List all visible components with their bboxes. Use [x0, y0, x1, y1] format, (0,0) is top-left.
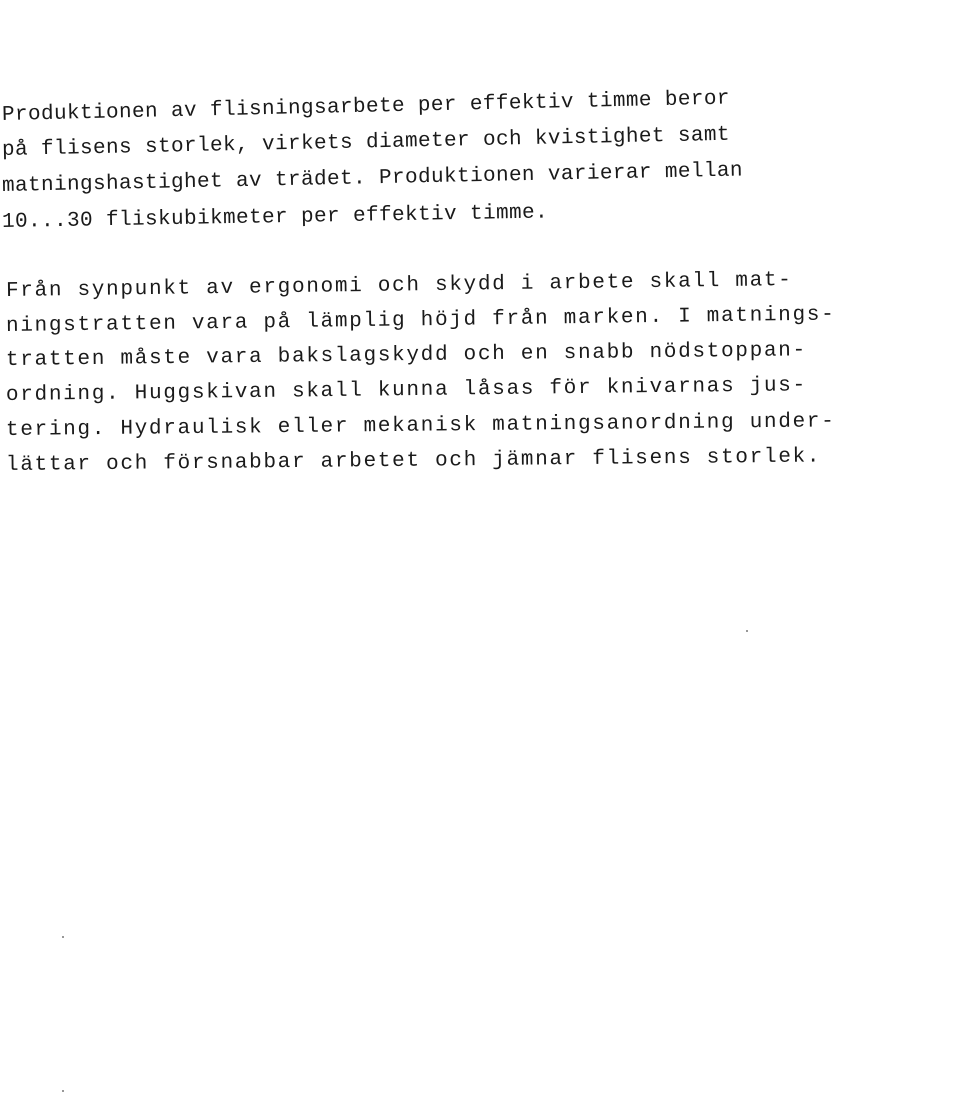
- text-line: matningshastighet av trädet. Produktionen varierar mellan: [1, 159, 744, 198]
- scan-speck: [62, 936, 64, 938]
- text-line: 10...30 fliskubikmeter per effektiv timme.: [1, 201, 549, 234]
- scan-speck: [62, 1090, 64, 1092]
- text-line: Från synpunkt av ergonomi och skydd i arbete skall mat-: [5, 269, 793, 303]
- text-line: lättar och försnabbar arbetet och jämnar flisens storlek.: [5, 445, 822, 477]
- text-line: Produktionen av flisningsarbete per effektiv timme beror: [1, 87, 731, 127]
- text-line: tering. Hydraulisk eller mekanisk matningsanordning under-: [5, 410, 836, 442]
- text-line: på flisens storlek, virkets diameter och kvistighet samt: [1, 123, 731, 162]
- scan-speck: [746, 630, 748, 632]
- text-line: ningstratten vara på lämplig höjd från marken. I matnings-: [5, 303, 836, 338]
- text-line: tratten måste vara bakslagskydd och en snabb nödstoppan-: [5, 339, 808, 372]
- text-line: ordning. Huggskivan skall kunna låsas för knivarnas jus-: [5, 374, 808, 407]
